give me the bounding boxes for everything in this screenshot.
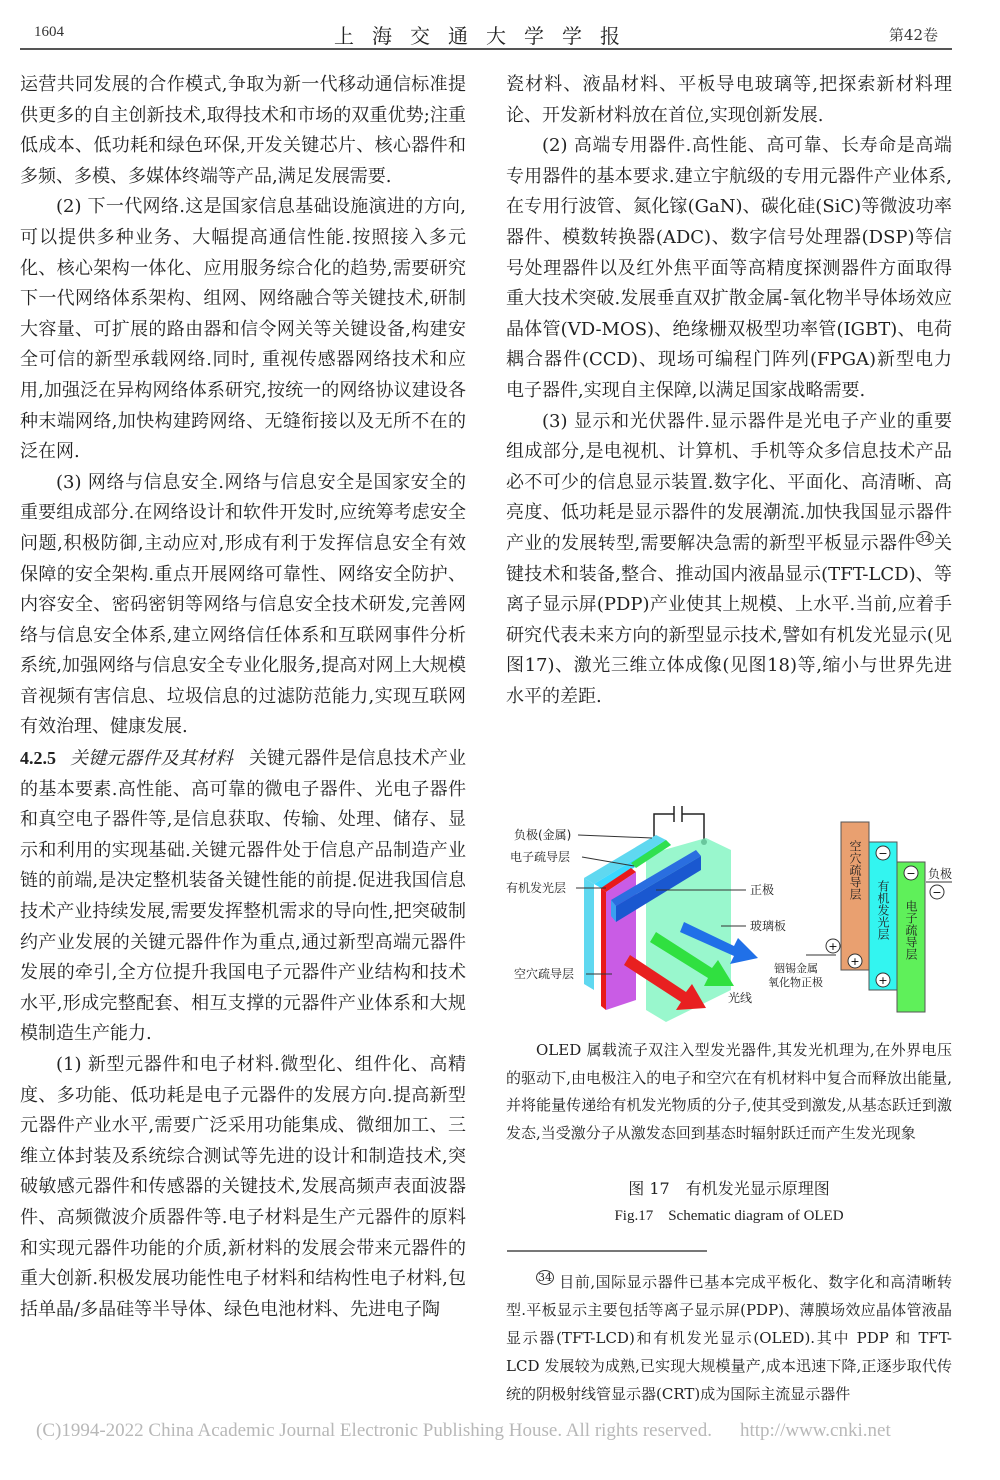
band-label-cathode: 负极 [928, 867, 952, 881]
label-light: 光线 [728, 991, 753, 1005]
label-organic-emissive: 有机发光层 [506, 881, 567, 895]
section-paragraph [20, 743, 466, 1050]
svg-text:+: + [850, 955, 860, 968]
minus-charge-icon [904, 866, 918, 880]
minus-charge-icon [930, 885, 944, 899]
plus-charge-icon [876, 973, 890, 987]
volume-label: 第42卷 [888, 26, 938, 44]
label-glass: 玻璃板 [750, 919, 787, 933]
paragraph-text: (3) 显示和光伏器件.显示器件是光电子产业的重要组成部分,是电视机、计算机、手机等众多信息技术产品必不可少的信息显示装置.数字化、平面化、高清晰、高亮度、低功耗是显示器件的发展潮流.加快我国显示器件产业的发展转型,需要解决急需的新型平板显示器件 [506, 410, 952, 554]
svg-text:+: + [878, 974, 888, 987]
paragraph: (2) 下一代网络.这是国家信息基础设施演进的方向,可以提供多种业务、大幅提高通信性能.按照接入多元化、核心架构一体化、应用服务综合化的趋势,需要研究下一代网络体系架构、组网、网络融合等关键技术,研制大容量、可扩展的路由器和信令网关等关键设备,构建安全可信的新型承载网络.同时, 重视传感器网络技术和应用,加强泛在异构网络体系研究,按统一的网络协议建设各种末端网络,加快构建跨网络、无缝衔接以及无所不在的泛在网. [20, 196, 466, 463]
label-ito-line1: 铟锡金属 [774, 962, 818, 975]
figure-title-cn: 图 17 有机发光显示原理图 [628, 1179, 830, 1198]
footnote-text: 目前,国际显示器件已基本完成平板化、数字化和高清晰转型.平板显示主要包括等离子显示屏(PDP)、薄膜场效应晶体管液晶显示器(TFT-LCD)和有机发光显示(OLED).其中 PDP 和 TFT-LCD 发展较为成熟,已实现大规模量产,成本迅速下降,正逐步取代传统的阴极射线管显示器(CRT)成为国际主流显示器件 [506, 1273, 952, 1403]
cathode-layer-side [584, 878, 594, 990]
label-electron-transport: 电子疏导层 [510, 850, 571, 864]
copyright-text: (C)1994-2022 China Academic Journal Electronic Publishing House. All rights reserved. [36, 1420, 712, 1441]
running-header [20, 14, 952, 50]
emissive-layer-side [601, 888, 606, 1010]
minus-charge-icon [876, 846, 890, 860]
footnote-paragraph [506, 1268, 952, 1408]
paragraph: 瓷材料、液晶材料、平板导电玻璃等,把探索新材料理论、开发新材料放在首位,实现创新发展. [506, 74, 952, 126]
paragraph: (2) 高端专用器件.高性能、高可靠、长寿命是高端专用器件的基本要求.建立宇航级的专用元器件产业体系,在专用行波管、氮化镓(GaN)、碳化硅(SiC)等微波功率器件、模数转换器(ADC)、数字信号处理器(DSP)等信号处理器件以及红外焦平面等高精度探测器件方面取得重大技术突破.发展垂直双扩散金属-氧化物半导体场效应晶体管(VD-MOS)、绝缘栅双极型功率管(IGBT)、电荷耦合器件(CCD)、现场可编程门阵列(FPGA)新型电力电子器件,实现自主保障,以满足国家战略需要. [506, 135, 952, 401]
cnki-url[interactable]: http://www.cnki.net [739, 1420, 891, 1441]
copyright-watermark [36, 1420, 891, 1442]
figure-caption [506, 1037, 952, 1147]
footnote-reference[interactable]: 34 [917, 531, 932, 545]
label-anode: 正极 [750, 883, 775, 897]
left-column [20, 70, 466, 1325]
svg-text:−: − [932, 886, 942, 899]
leader-line [578, 835, 652, 838]
oled-diagram-svg [506, 800, 952, 1030]
figure-17-oled-diagram [506, 800, 952, 1030]
band-label-organic: 有机发光层 [876, 880, 890, 940]
paragraph-text: 关键元器件是信息技术产业的基本要素.高性能、高可靠的微电子器件、光电子器件和真空电子器件等,是信息获取、传输、处理、储存、显示和利用的实现基础.关键元器件处于信息产品制造产业链的前端,是决定整机装备关键性能的前提.促进我国信息技术产业持续发展,需要发挥整机需求的导向性,把突破制约产业发展的关键元器件作为重点,通过新型高端元器件发展的牵引,全方位提升我国电子元器件产业结构和技术水平,形成完整配套、相互支撑的元器件产业体系和大规模制造生产能力. [20, 748, 466, 1045]
page-number: 1604 [34, 24, 64, 40]
figure-title-en: Fig.17 Schematic diagram of OLED [614, 1208, 844, 1224]
footnote-marker: 34 [538, 1271, 552, 1284]
caption-text: OLED 属载流子双注入型发光器件,其发光机理为,在外界电压的驱动下,由电极注入的电子和空穴在有机材料中复合而释放出能量,并将能量传递给有机发光物质的分子,使其受到激发,从基态跃迁到激发态,当受激分子从激发态回到基态时辐射跃迁而产生发光现象 [506, 1041, 952, 1142]
label-ito-line2: 氧化物正极 [768, 976, 823, 989]
paragraph-text: 关键技术和装备,整合、推动国内液晶显示(TFT-LCD)、等离子显示屏(PDP)产业使其上规模、上水平.当前,应着手研究代表未来方向的新型显示技术,譬如有机发光显示(见图17)、激光三维立体成像(见图18)等,缩小与世界先进水平的差距. [506, 532, 952, 707]
label-hole-transport: 空穴疏导层 [514, 967, 575, 981]
svg-text:−: − [878, 847, 888, 860]
plus-charge-icon [848, 954, 862, 968]
plus-charge-icon [826, 939, 840, 953]
paragraph: (3) 网络与信息安全.网络与信息安全是国家安全的重要组成部分.在网络设计和软件开发时,应统筹考虑安全问题,积极防御,主动应对,形成有利于发挥信息安全有效保障的安全架构.重点开展网络可靠性、网络安全防护、内容安全、密码密钥等网络与信息安全技术研发,完善网络与信息安全体系,建立网络信任体系和互联网事件分析系统,加强网络与信息安全专业化服务,提高对网上大规模音视频有害信息、垃圾信息的过滤防范能力,实现互联网有效治理、健康发展. [20, 471, 466, 738]
paragraph: 运营共同发展的合作模式,争取为新一代移动通信标准提供更多的自主创新技术,取得技术和市场的双重优势;注重低成本、低功耗和绿色环保,开发关键芯片、核心器件和多频、多模、多媒体终端等产品,满足发展需要. [20, 74, 466, 187]
label-cathode-metal: 负极(金属) [514, 828, 572, 842]
section-number: 4.2.5 [20, 748, 56, 769]
footnote-divider [507, 1250, 707, 1252]
journal-title: 上海交通大学学报 [334, 24, 638, 48]
section-title: 关键元器件及其材料 [70, 748, 233, 770]
svg-text:+: + [828, 940, 838, 953]
band-label-hole: 空穴疏导层 [848, 840, 862, 900]
paragraph: (1) 新型元器件和电子材料.微型化、组件化、高精度、多功能、低功耗是电子元器件的发展方向.提高新型元器件产业水平,需要广泛采用功能集成、微细加工、三维立体封装及系统综合测试等先进的设计和制造技术,突破敏感元器件和传感器的关键技术,发展高频声表面波器件、高频微波介质器件等.电子材料是生产元器件的原料和实现元器件功能的介质,新材料的发展会带来元器件的重大创新.积极发展功能性电子材料和结构性电子材料,包括单晶/多晶硅等半导体、绿色电池材料、先进电子陶 [20, 1054, 466, 1320]
right-column [506, 70, 952, 712]
svg-text:−: − [906, 867, 916, 880]
band-label-electron: 电子疏导层 [904, 900, 918, 960]
paragraph [506, 407, 952, 713]
footnote [506, 1268, 952, 1408]
